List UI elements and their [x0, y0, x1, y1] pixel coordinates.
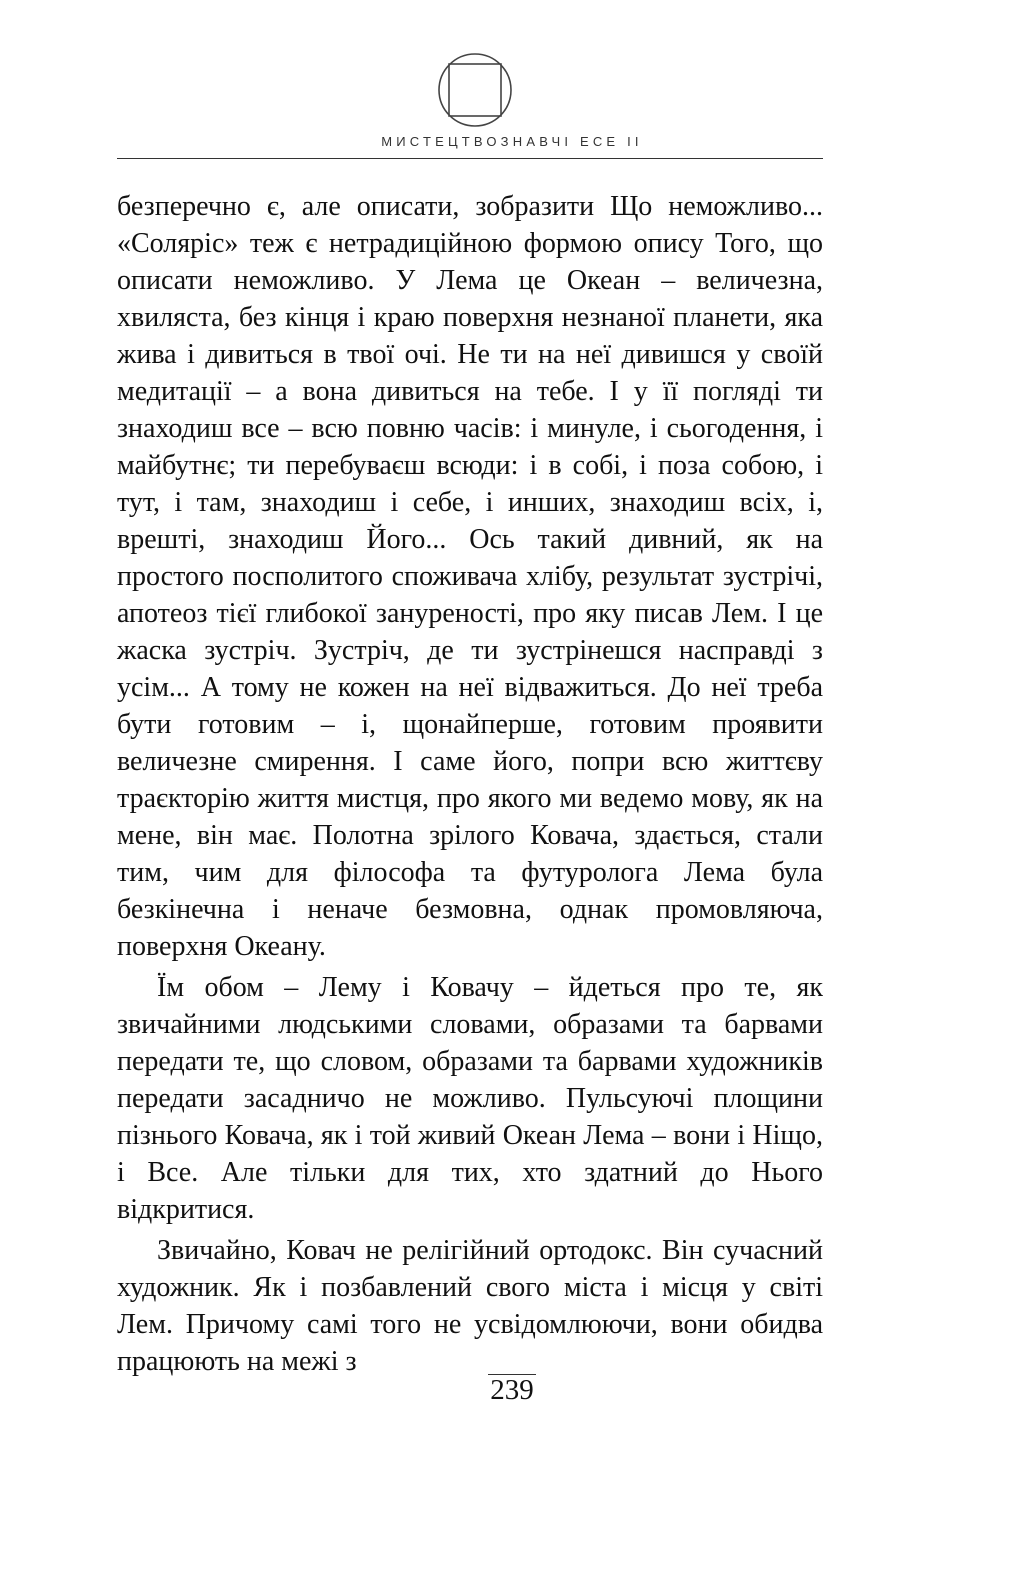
body-text [117, 188, 823, 1380]
paragraph-continued: безперечно є, але описати, зобразити Що неможливо... «Соляріс» теж є нетрадиційною формою опису Того, що описати неможливо. У Лема це Океан – величезна, хвиляста, без кінця і краю поверхня незнаної планети, яка жива і дивиться в твої очі. Не ти на неї дивишся у своїй медитації – а вона дивиться на тебе. І у її погляді ти знаходиш все – всю повню часів: і минуле, і сьогодення, і майбутнє; ти перебуваєш всюди: і в собі, і поза собою, і тут, і там, знаходиш і себе, і инших, знаходиш всіх, і, врешті, знаходиш Його... Ось такий дивний, як на простого посполитого споживача хлібу, результат зустрічі, апотеоз тієї глибокої зануреності, про яку писав Лем. І це жаска зустріч. Зустріч, де ти зустрінешся насправді з усім... А тому не кожен на неї відважиться. До неї треба бути готовим – і, щонайперше, готовим проявити величезне смирення. І саме його, попри всю життєву траєкторію життя мистця, про якого ми ведемо мову, як на мене, він має. Полотна зрілого Ковача, здається, стали тим, чим для філософа та футуролога Лема була безкінечна і неначе безмовна, однак промовляюча, поверхня Океану. [117, 191, 823, 962]
circle-square-emblem-icon [437, 52, 513, 128]
paragraph: Їм обом – Лему і Ковачу – йдеться про те, як звичайними людськими словами, образами та барвами передати те, що словом, образами та барвами художників передати засадничо не можливо. Пульсуючі площини пізнього Ковача, як і той живий Океан Лема – вони і Ніщо, і Все. Але тільки для тих, хто здатний до Нього відкритися. [117, 972, 823, 1225]
paragraph: Звичайно, Ковач не релігійний ортодокс. Він сучасний художник. Як і позбавлений свого міста і місця у світі Лем. Причому самі того не усвідомлюючи, вони обидва працюють на межі з [117, 1235, 823, 1377]
running-head: МИСТЕЦТВОЗНАВЧІ ЕСЕ II [381, 134, 643, 149]
page-footer [0, 1374, 1024, 1405]
header-rule [117, 158, 823, 159]
page-number: 239 [490, 1374, 534, 1406]
